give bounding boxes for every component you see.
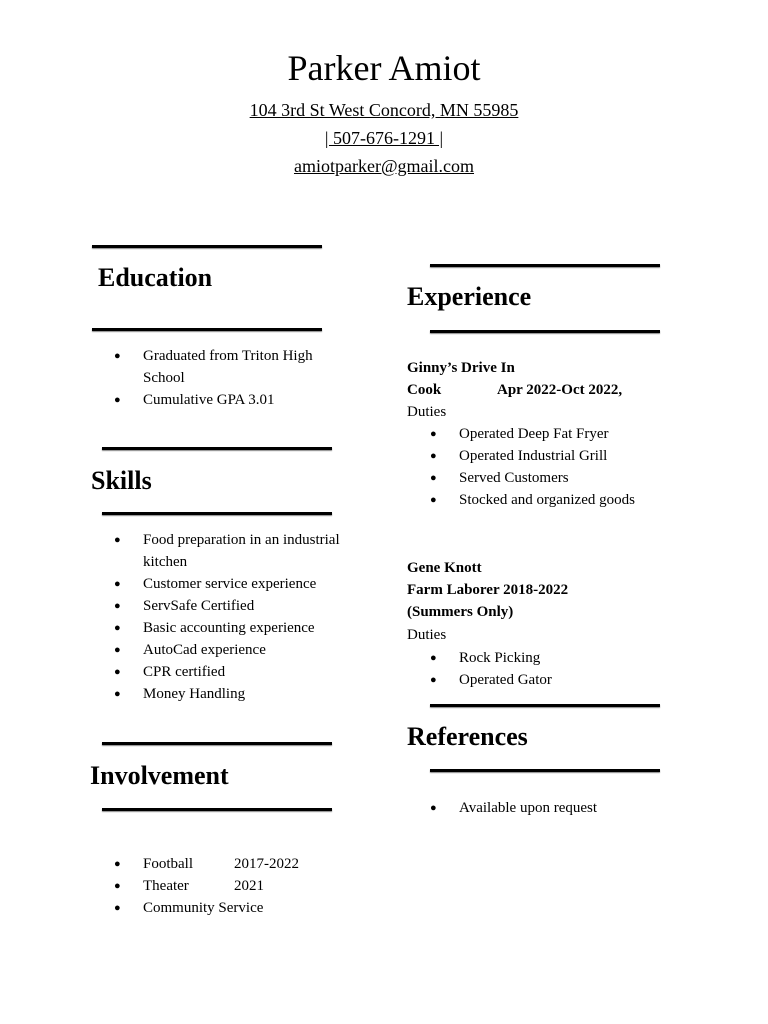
dates: Apr 2022-Oct 2022,	[497, 382, 623, 398]
list-item: ● Graduated from Triton High School	[114, 345, 344, 389]
education-list	[114, 345, 344, 411]
activity: Community Service	[143, 900, 264, 916]
job-note: (Summers Only)	[407, 604, 514, 620]
divider	[430, 330, 660, 333]
divider	[102, 512, 332, 515]
duties-label: Duties	[407, 627, 447, 643]
list-item: ● Stocked and organized goods	[430, 489, 690, 511]
list-item: ● CPR certified	[114, 661, 354, 683]
email-link[interactable]: amiotparker@gmail.com	[293, 156, 475, 176]
list-item: ● ServSafe Certified	[114, 595, 354, 617]
divider	[92, 245, 322, 248]
divider	[102, 742, 332, 745]
list-item: ● Money Handling	[114, 683, 354, 705]
divider	[102, 447, 332, 450]
duties-label: Duties	[407, 404, 447, 420]
list-item	[114, 897, 374, 919]
employer: Gene Knott	[407, 560, 482, 576]
list-item: ● Available upon request	[430, 797, 690, 819]
role: Farm Laborer 2018-2022	[407, 582, 569, 598]
phone: | 507-676-1291 |	[324, 128, 444, 148]
years: 2017-2022	[234, 856, 299, 872]
job-line	[407, 379, 622, 401]
activity: Theater	[143, 878, 189, 894]
duties-list	[430, 423, 690, 511]
skills-list	[114, 529, 354, 705]
years: 2021	[234, 878, 264, 894]
divider	[102, 808, 332, 811]
references-heading: References	[407, 722, 528, 751]
divider	[430, 264, 660, 267]
list-item: ● Operated Gator	[430, 669, 690, 691]
duties-list	[430, 647, 690, 691]
divider	[430, 704, 660, 707]
list-item: ● Operated Deep Fat Fryer	[430, 423, 690, 445]
address: 104 3rd St West Concord, MN 55985	[249, 100, 519, 120]
list-item: ● Food preparation in an industrial kitchen	[114, 529, 354, 573]
resume-name: Parker Amiot	[287, 48, 481, 88]
list-item	[114, 875, 374, 897]
divider	[430, 769, 660, 772]
role: Cook	[407, 382, 442, 398]
list-item: ● Operated Industrial Grill	[430, 445, 690, 467]
education-heading: Education	[98, 263, 213, 292]
employer: Ginny’s Drive In	[407, 360, 515, 376]
references-list	[430, 797, 690, 819]
list-item	[114, 853, 374, 875]
involvement-list	[114, 853, 374, 919]
list-item: ● Cumulative GPA 3.01	[114, 389, 344, 411]
involvement-heading: Involvement	[90, 761, 229, 790]
divider	[92, 328, 322, 331]
list-item: ● Basic accounting experience	[114, 617, 354, 639]
skills-heading: Skills	[91, 466, 152, 495]
list-item: ● Served Customers	[430, 467, 690, 489]
list-item: ● Rock Picking	[430, 647, 690, 669]
list-item: ● AutoCad experience	[114, 639, 354, 661]
activity: Football	[143, 856, 194, 872]
list-item: ● Customer service experience	[114, 573, 354, 595]
experience-heading: Experience	[407, 282, 532, 311]
